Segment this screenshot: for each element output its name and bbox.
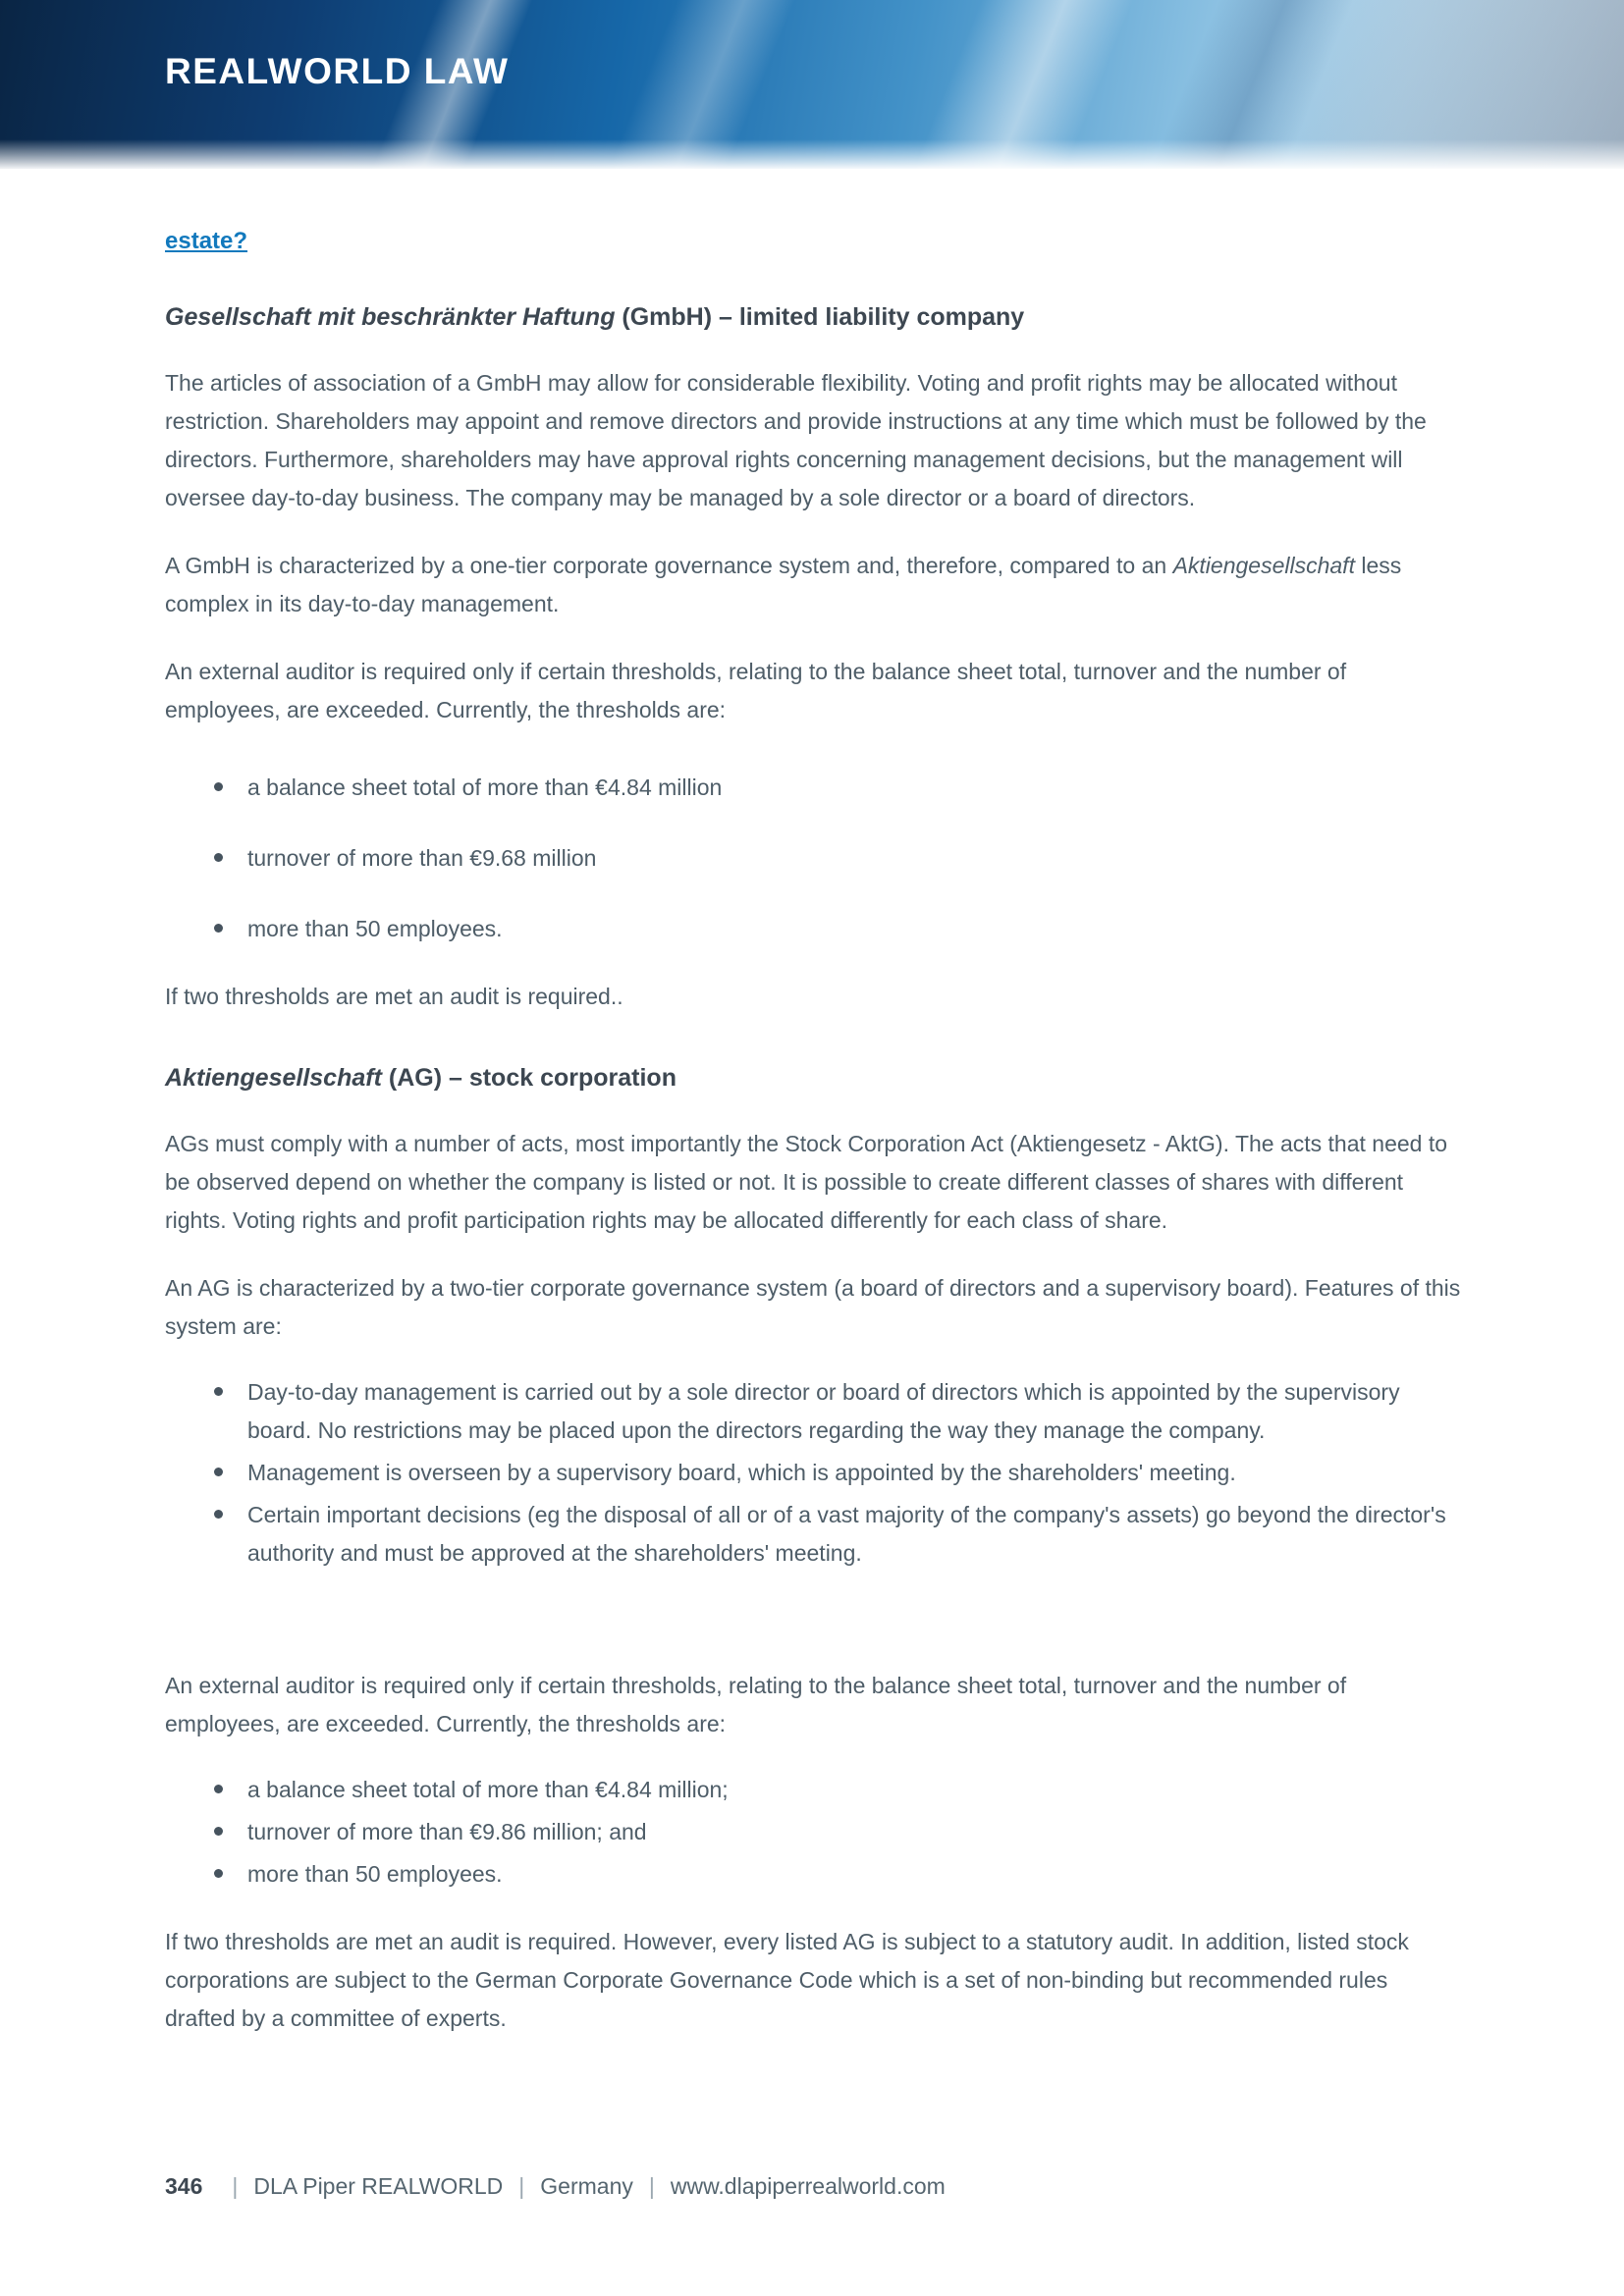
header-banner	[0, 0, 1624, 169]
paragraph-gmbh-articles: The articles of association of a GmbH may allow for considerable flexibility. Voting and profit rights may be allocated without restriction. Shareholders may appoint and remove directors and provide instructions at any time which must be followed by the directors. Furthermore, shareholders may have approval rights concerning management decisions, but the management will oversee day-to-day business. The company may be managed by a sole director or a board of directors.	[165, 370, 1427, 510]
footer-brand: DLA Piper REALWORLD	[253, 2173, 504, 2199]
list-item: turnover of more than €9.86 million; and	[247, 1813, 1461, 1851]
footer-separator: |	[232, 2173, 239, 2199]
list-item: more than 50 employees.	[247, 1855, 1461, 1894]
italic-term: Aktiengesellschaft	[1172, 553, 1355, 578]
heading-italic-term: Gesellschaft mit beschränkter Haftung	[165, 303, 616, 331]
list-item: Management is overseen by a supervisory board, which is appointed by the shareholders' meeting.	[247, 1454, 1461, 1492]
footer-url[interactable]: www.dlapiperrealworld.com	[670, 2173, 946, 2199]
ag-thresholds-list	[165, 1771, 1461, 1894]
paragraph-ag-governance: An AG is characterized by a two-tier corporate governance system (a board of directors and a supervisory board). Features of this system are:	[165, 1275, 1461, 1339]
footer-separator: |	[518, 2173, 525, 2199]
paragraph-ag-auditor: An external auditor is required only if certain thresholds, relating to the balance sheet total, turnover and the number of employees, are exceeded. Currently, the thresholds are:	[165, 1673, 1347, 1736]
heading-italic-term: Aktiengesellschaft	[165, 1064, 382, 1092]
paragraph-ag-audit-required: If two thresholds are met an audit is required. However, every listed AG is subject to a statutory audit. In addition, listed stock corporations are subject to the German Corporate Governance Code which is a set of non-binding but recommended rules drafted by a committee of experts.	[165, 1929, 1409, 2031]
section-heading-gmbh	[165, 300, 1461, 335]
ag-features-list	[165, 1373, 1461, 1573]
footer-country: Germany	[540, 2173, 633, 2199]
paragraph-gmbh-auditor: An external auditor is required only if certain thresholds, relating to the balance sheet total, turnover and the number of employees, are exceeded. Currently, the thresholds are:	[165, 659, 1347, 722]
list-item: more than 50 employees.	[247, 910, 1461, 948]
list-item: Day-to-day management is carried out by a sole director or board of directors which is appointed by the supervisory board. No restrictions may be placed upon the directors regarding the way they manage the company.	[247, 1373, 1461, 1450]
page-content	[0, 228, 1624, 2038]
page-number: 346	[165, 2173, 203, 2199]
paragraph-text: A GmbH is characterized by a one-tier corporate governance system and, therefore, compared to an	[165, 553, 1173, 578]
list-item: a balance sheet total of more than €4.84 million	[247, 769, 1461, 807]
paragraph-text: less complex in its day-to-day management.	[165, 553, 1402, 616]
paragraph-ag-acts: AGs must comply with a number of acts, most importantly the Stock Corporation Act (Aktiengesetz - AktG). The acts that need to be observed depend on whether the company is listed or not. It is possible to create different classes of shares with different rights. Voting rights and profit participation rights may be allocated differently for each class of share.	[165, 1131, 1448, 1233]
footer-separator: |	[648, 2173, 655, 2199]
paragraph-gmbh-audit-required: If two thresholds are met an audit is required..	[165, 984, 623, 1009]
list-item: a balance sheet total of more than €4.84 million;	[247, 1771, 1461, 1809]
paragraph-gmbh-governance	[165, 547, 1461, 623]
list-item: Certain important decisions (eg the disposal of all or of a vast majority of the company's assets) go beyond the director's authority and must be approved at the shareholders' meeting.	[247, 1496, 1461, 1573]
gmbh-thresholds-list	[165, 769, 1461, 948]
heading-rest: (GmbH) – limited liability company	[615, 303, 1025, 331]
section-heading-ag	[165, 1061, 1461, 1095]
carryover-question-fragment: estate?	[165, 228, 248, 254]
page-footer	[165, 2173, 946, 2200]
heading-rest: (AG) – stock corporation	[381, 1064, 677, 1092]
brand-wordmark: REALWORLD LAW	[165, 51, 510, 91]
list-item: turnover of more than €9.68 million	[247, 839, 1461, 878]
